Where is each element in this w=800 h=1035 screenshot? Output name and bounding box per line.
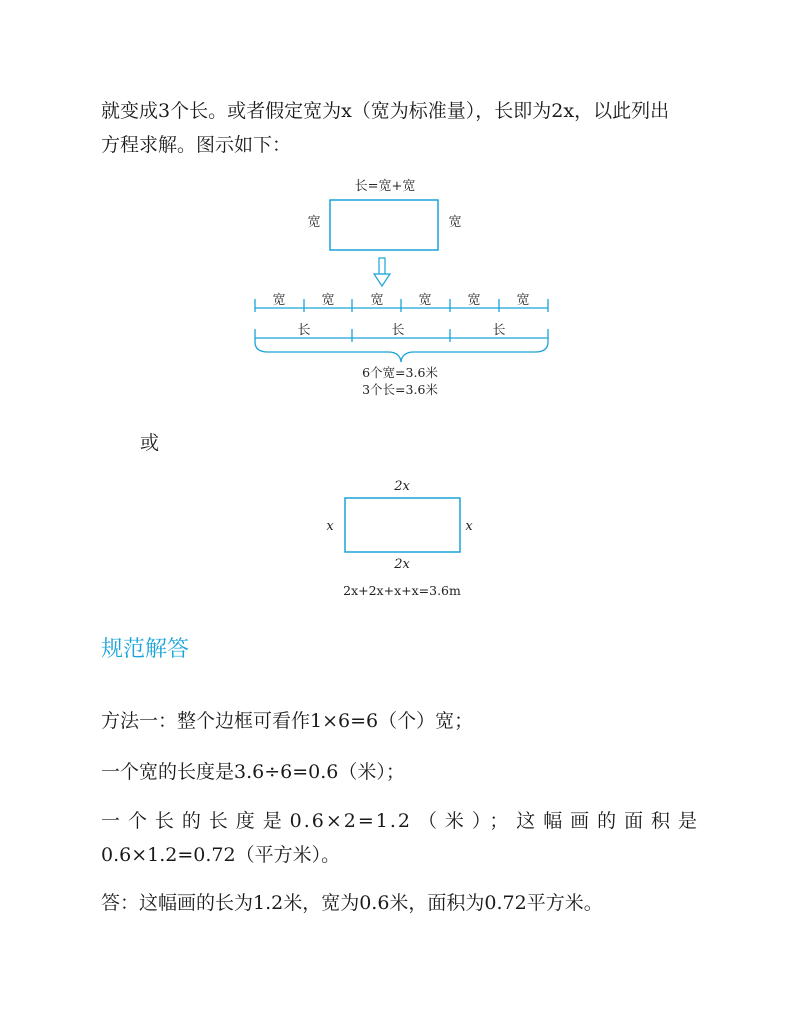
d1-width-seg: 宽 bbox=[321, 293, 335, 308]
section-heading: 规范解答 bbox=[101, 637, 190, 662]
or-text: 或 bbox=[140, 432, 160, 454]
d1-note-2: 3个长=3.6米 bbox=[362, 382, 438, 397]
d2-bottom-label: 2x bbox=[394, 557, 410, 572]
d2-right-label: x bbox=[465, 519, 473, 534]
d1-top-label: 长=宽+宽 bbox=[354, 179, 416, 194]
d1-note-1: 6个宽=3.6米 bbox=[362, 365, 438, 380]
d1-length-seg: 长 bbox=[391, 323, 405, 338]
answer-line-2: 一个宽的长度是3.6÷6=0.6（米）； bbox=[101, 761, 405, 783]
answer-line-1: 方法一：整个边框可看作1×6=6（个）宽； bbox=[101, 710, 474, 732]
d2-top-label: 2x bbox=[394, 479, 410, 494]
d2-left-label: x bbox=[326, 519, 334, 534]
answer-line-3a: 一个长的长度是0.6×2=1.2（米）；这幅画的面积是 bbox=[101, 810, 699, 832]
d1-right-label: 宽 bbox=[448, 215, 462, 230]
d1-length-seg: 长 bbox=[492, 323, 506, 338]
d1-width-seg: 宽 bbox=[370, 293, 384, 308]
d1-length-seg: 长 bbox=[297, 323, 311, 338]
d1-width-seg: 宽 bbox=[272, 293, 286, 308]
intro-line-2: 方程求解。图示如下： bbox=[101, 134, 292, 156]
d2-rectangle bbox=[345, 498, 460, 552]
d1-width-seg: 宽 bbox=[418, 293, 432, 308]
d2-equation: 2x+2x+x+x=3.6m bbox=[343, 583, 461, 598]
d1-width-seg: 宽 bbox=[516, 293, 530, 308]
intro-line-1: 就变成3个长。或者假定宽为x（宽为标准量），长即为2x，以此列出 bbox=[101, 100, 670, 122]
answer-line-3b: 0.6×1.2=0.72（平方米）。 bbox=[101, 844, 341, 866]
answer-line-4: 答：这幅画的长为1.2米，宽为0.6米，面积为0.72平方米。 bbox=[101, 892, 603, 914]
d1-width-seg: 宽 bbox=[467, 293, 481, 308]
d1-left-label: 宽 bbox=[307, 215, 321, 230]
